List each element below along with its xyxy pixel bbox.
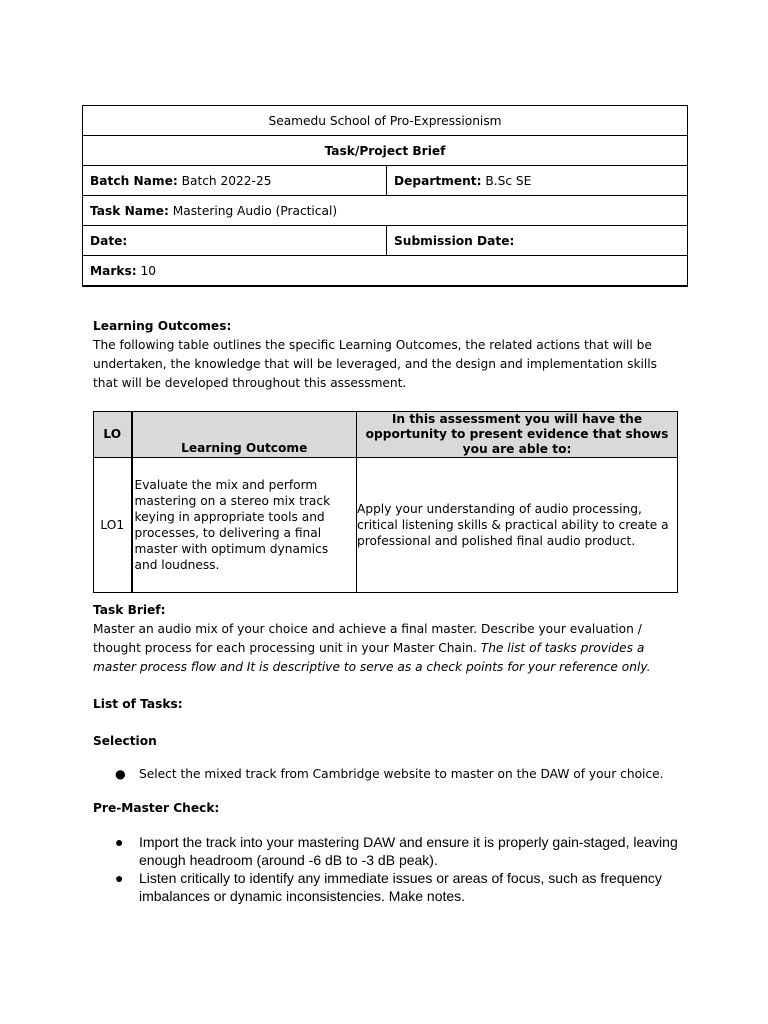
batch-cell [83, 166, 387, 196]
marks-value: 10 [140, 263, 156, 278]
brief-title: Task/Project Brief [83, 136, 688, 166]
task-label: Task Name: [90, 203, 169, 218]
outcome-cell: Evaluate the mix and perform mastering on a stereo mix track keying in appropriate tools and processes, to delivering a final master with optimum dynamics and loudness. [132, 458, 357, 593]
lo-header: LO [94, 412, 132, 458]
department-cell [387, 166, 688, 196]
list-item [93, 833, 693, 869]
selection-heading: Selection [93, 734, 157, 748]
department-label: Department: [394, 173, 482, 188]
marks-label: Marks: [90, 263, 137, 278]
task-cell [83, 196, 688, 226]
bullet-icon: ● [115, 834, 124, 850]
submission-cell [387, 226, 688, 256]
batch-label: Batch Name: [90, 173, 178, 188]
learning-outcomes-text: The following table outlines the specific Learning Outcomes, the related actions that will be undertaken, the knowledge that will be leveraged, and the design and implementation skills that will be developed throughout this assessment. [93, 338, 658, 390]
list-of-tasks-heading: List of Tasks: [93, 697, 183, 711]
task-brief-section [93, 601, 683, 677]
outcome-header: Learning Outcome [132, 412, 357, 458]
learning-outcomes-section [93, 317, 683, 393]
premaster-list [93, 833, 693, 905]
school-name: Seamedu School of Pro-Expressionism [83, 106, 688, 136]
bullet-icon: ● [115, 767, 126, 781]
task-brief-text [93, 620, 683, 677]
premaster-item-text: Listen critically to identify any immediate issues or areas of focus, such as frequency imbalances or dynamic inconsistencies. Make notes. [139, 870, 662, 904]
bullet-icon: ● [115, 870, 124, 886]
evidence-header: In this assessment you will have the opportunity to present evidence that shows you are able to: [357, 412, 678, 458]
task-brief-body: Master an audio mix of your choice and achieve a final master. Describe your evaluation / thought process for each processing unit in your Master Chain. [93, 622, 642, 655]
date-cell [83, 226, 387, 256]
learning-outcome-table [93, 411, 678, 593]
list-item [93, 869, 693, 905]
selection-item-text: Select the mixed track from Cambridge website to master on the DAW of your choice. [139, 767, 664, 781]
task-brief-heading: Task Brief: [93, 603, 166, 617]
batch-value: Batch 2022-25 [181, 173, 272, 188]
table-row [94, 458, 678, 593]
premaster-heading: Pre-Master Check: [93, 801, 220, 815]
learning-outcomes-heading: Learning Outcomes: [93, 319, 232, 333]
selection-list [93, 765, 693, 784]
premaster-item-text: Import the track into your mastering DAW and ensure it is properly gain-staged, leaving enough headroom (around -6 dB to -3 dB peak). [139, 834, 678, 868]
evidence-cell: Apply your understanding of audio processing, critical listening skills & practical ability to create a professional and polished final audio product. [357, 458, 678, 593]
date-label: Date: [90, 233, 128, 248]
submission-label: Submission Date: [394, 233, 515, 248]
task-brief-italic: The list of tasks provides a master process flow and It is descriptive to serve as a check points for your reference only. [93, 641, 651, 674]
header-table [82, 105, 688, 287]
lo-cell: LO1 [94, 458, 132, 593]
department-value: B.Sc SE [485, 173, 532, 188]
marks-cell [83, 256, 688, 287]
list-item [93, 765, 693, 784]
task-value: Mastering Audio (Practical) [172, 203, 338, 218]
